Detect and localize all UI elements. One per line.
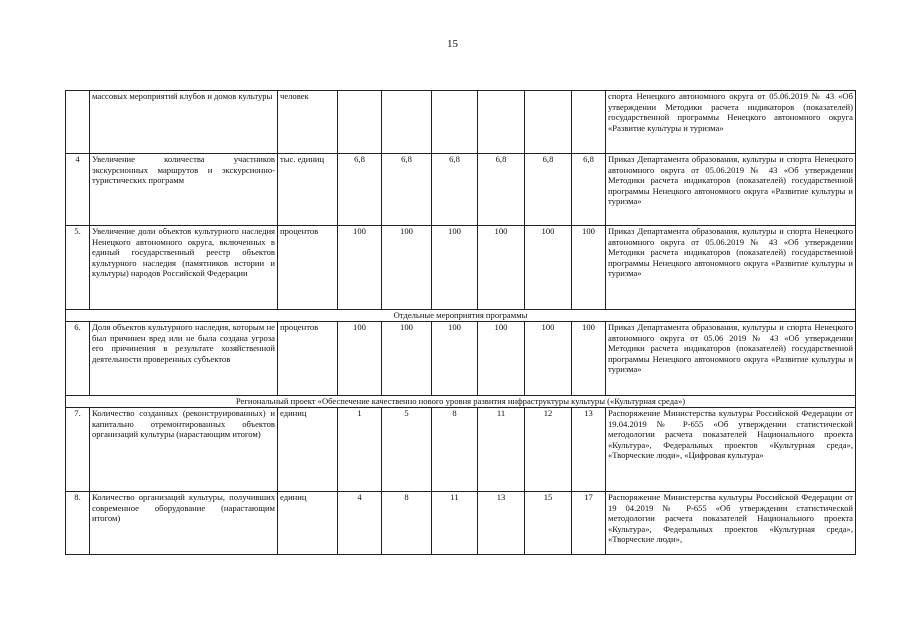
value-cell: 15	[525, 492, 572, 555]
value-cell	[382, 91, 432, 154]
section-heading: Региональный проект «Обеспечение качественно нового уровня развития инфраструктуры культуры («Культурная среда»)	[66, 396, 856, 408]
unit-of-measure: процентов	[278, 226, 338, 310]
unit-of-measure: человек	[278, 91, 338, 154]
value-cell: 5	[382, 408, 432, 492]
value-cell	[478, 91, 525, 154]
value-cell: 100	[525, 322, 572, 396]
section-row	[66, 396, 856, 408]
value-cell: 6,8	[338, 154, 382, 226]
value-cell: 6,8	[572, 154, 606, 226]
value-cell: 12	[525, 408, 572, 492]
section-row	[66, 310, 856, 322]
indicator-name: Увеличение количества участников экскурсионных маршрутов и экскурсионно-туристических программ	[90, 154, 278, 226]
value-cell	[525, 91, 572, 154]
row-number: 5.	[66, 226, 90, 310]
value-cell: 100	[432, 322, 478, 396]
source-document: Приказ Департамента образования, культуры и спорта Ненецкого автономного округа от 05.06 2019 № 43 «Об утверждении Методики расчета индикаторов (показателей) государственной программы Ненецкого автономного округа «Развитие культуры и туризма»	[606, 322, 856, 396]
value-cell: 6,8	[432, 154, 478, 226]
value-cell: 8	[432, 408, 478, 492]
value-cell: 100	[382, 322, 432, 396]
value-cell: 100	[478, 322, 525, 396]
table-row	[66, 154, 856, 226]
indicator-name: Доля объектов культурного наследия, которым не был причинен вред или не была создана угроза его причинения в результате хозяйственной деятельности проверенных субъектов	[90, 322, 278, 396]
value-cell: 100	[382, 226, 432, 310]
source-document: Распоряжение Министерства культуры Российской Федерации от 19.04.2019 № Р-655 «Об утверждении статистической методологии расчета показателей Национального проекта «Культура», Федеральных проектов «Культурная среда», «Творческие люди», «Цифровая культура»	[606, 408, 856, 492]
section-heading: Отдельные мероприятия программы	[66, 310, 856, 322]
unit-of-measure: единиц	[278, 408, 338, 492]
value-cell: 13	[572, 408, 606, 492]
page-number: 15	[447, 38, 458, 50]
source-document: Приказ Департамента образования, культуры и спорта Ненецкого автономного округа от 05.06.2019 № 43 «Об утверждении Методики расчета индикаторов (показателей) государственной программы Ненецкого автономного округа «Развитие культуры и туризма»	[606, 154, 856, 226]
indicator-name: массовых мероприятий клубов и домов культуры	[90, 91, 278, 154]
value-cell: 100	[338, 226, 382, 310]
table-row	[66, 408, 856, 492]
table-row	[66, 322, 856, 396]
value-cell: 11	[432, 492, 478, 555]
source-document: Распоряжение Министерства культуры Российской Федерации от 19 04.2019 № Р-655 «Об утверждении статистической методологии расчета показателей Национального проекта «Культура», Федеральных проектов «Культурная среда», «Творческие люди»,	[606, 492, 856, 555]
value-cell	[572, 91, 606, 154]
value-cell: 1	[338, 408, 382, 492]
row-number: 4	[66, 154, 90, 226]
row-number	[66, 91, 90, 154]
value-cell: 11	[478, 408, 525, 492]
row-number: 7.	[66, 408, 90, 492]
unit-of-measure: тыс. единиц	[278, 154, 338, 226]
value-cell: 4	[338, 492, 382, 555]
value-cell: 8	[382, 492, 432, 555]
indicator-name: Увеличение доли объектов культурного наследия Ненецкого автономного округа, включенных в единый государственный реестр объектов культурного наследия (памятников истории и культуры) народов Российской Федерации	[90, 226, 278, 310]
value-cell: 100	[478, 226, 525, 310]
value-cell: 100	[338, 322, 382, 396]
value-cell: 100	[432, 226, 478, 310]
row-number: 8.	[66, 492, 90, 555]
value-cell	[432, 91, 478, 154]
table-row	[66, 492, 856, 555]
unit-of-measure: процентов	[278, 322, 338, 396]
indicator-name: Количество созданных (реконструированных) и капитально отремонтированных объектов организаций культуры (нарастающим итогом)	[90, 408, 278, 492]
unit-of-measure: единиц	[278, 492, 338, 555]
table-row	[66, 226, 856, 310]
source-document: спорта Ненецкого автономного округа от 05.06.2019 № 43 «Об утверждении Методики расчета индикаторов (показателей) государственной программы Ненецкого автономного округа «Развитие культуры и туризма»	[606, 91, 856, 154]
value-cell	[338, 91, 382, 154]
value-cell: 6,8	[382, 154, 432, 226]
table-row	[66, 91, 856, 154]
indicators-table	[65, 90, 856, 555]
source-document: Приказ Департамента образования, культуры и спорта Ненецкого автономного округа от 05.06.2019 № 43 «Об утверждении Методики расчета индикаторов (показателей) государственной программы Ненецкого автономного округа «Развитие культуры и туризма»	[606, 226, 856, 310]
value-cell: 100	[572, 226, 606, 310]
row-number: 6.	[66, 322, 90, 396]
value-cell: 13	[478, 492, 525, 555]
value-cell: 100	[525, 226, 572, 310]
value-cell: 6,8	[525, 154, 572, 226]
value-cell: 17	[572, 492, 606, 555]
value-cell: 100	[572, 322, 606, 396]
indicator-name: Количество организаций культуры, получивших современное оборудование (нарастающим итогом)	[90, 492, 278, 555]
value-cell: 6,8	[478, 154, 525, 226]
